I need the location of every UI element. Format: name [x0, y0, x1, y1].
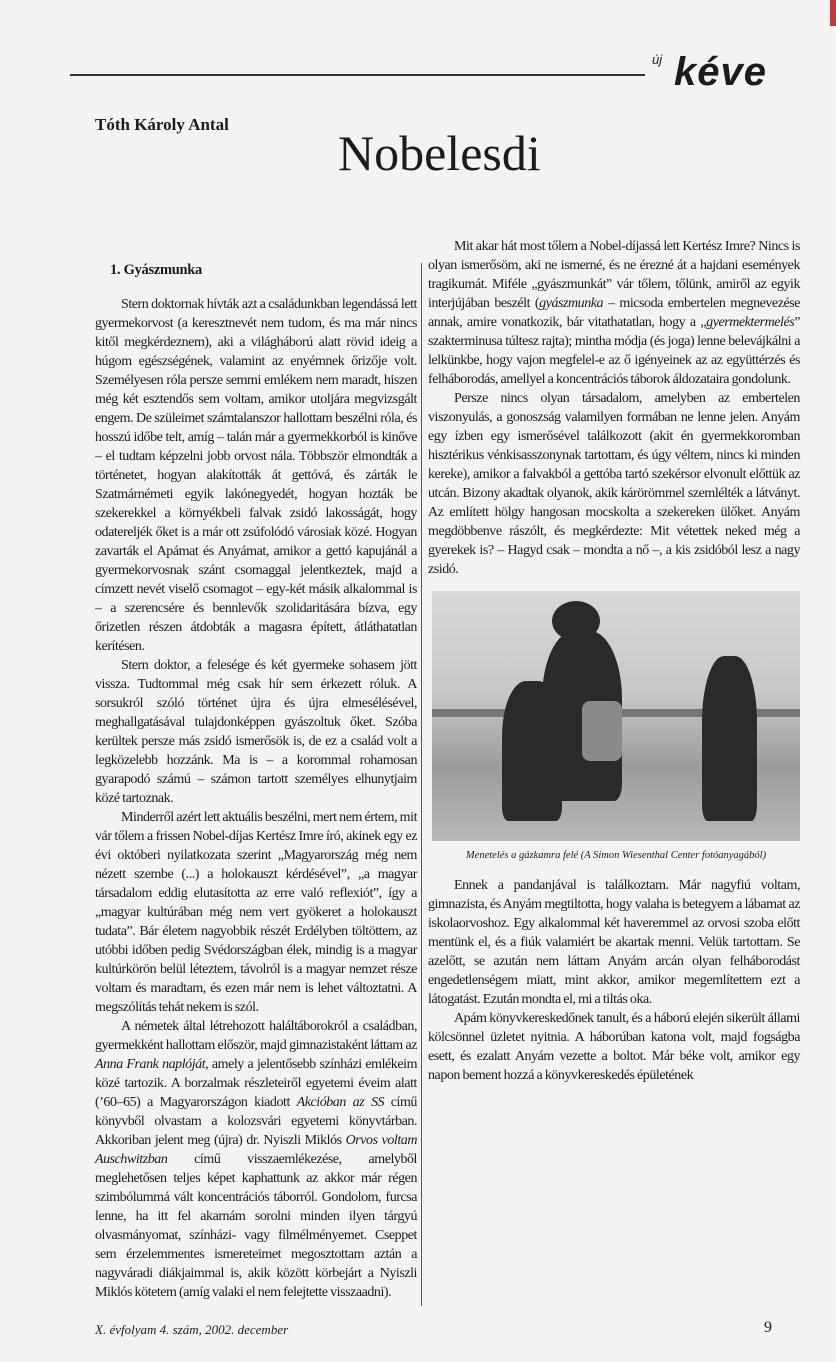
italic-title-text: Akcióban az SS [296, 1095, 385, 1110]
header-rule [70, 74, 645, 76]
article-title: Nobelesdi [338, 125, 541, 181]
paragraph-text: – micsoda embertelen megnevezése annak, amire vonatkozik, bár vitathatatlan, hogy a „ [428, 296, 800, 330]
issue-info: X. évfolyam 4. szám, 2002. december [95, 1322, 289, 1337]
paragraph-text: , amely a jelentősebb színházi emlékeim közé tartozik. A borzalmak részleteiről egyetemi éveim alatt (’60–65) a Magyarországon kiadott [95, 1057, 418, 1110]
paragraph-text: Mit akar hát most tőlem a Nobel-díjassá lett Kertész Imre? Nincs is olyan ismerősöm, aki ne ismerné, és ne érezné át a hajdani események tragikumát. Miféle „gyászmunkát” vár tőlem, tőlünk, amiről az egyik interjújában beszélt ( [428, 239, 800, 311]
right-column-top [428, 237, 800, 579]
photo-bundle [582, 701, 622, 761]
article-author: Tóth Károly Antal [95, 115, 229, 134]
paragraph [428, 237, 800, 389]
magazine-logo [652, 50, 792, 100]
paragraph-text: című könyvből olvastam a kolozsvári egyetemi könyvtárban. Akkoriban jelent meg (újra) dr. Nyiszli Miklós [95, 1095, 417, 1148]
paragraph-text: Stern doktornak hívták azt a családunkban legendássá lett gyermekorvost (a keresztnevét nem tudom, és ma már nincs kitől megkérdeznem), aki a világháború alatt rövid ideig a húgom egészségének, valamint az enyémnek őrizője volt. Személyesen róla persze semmi emlékem nem maradt, hiszen még két esztendős sem voltam, amikor utoljára megvizsgált engem. De szüleimet számtalanszor hallottam beszélni róla, és hosszú időbe telt, amíg – talán már a gyermekkorból is kinőve – el tudtam képzelni jobb orvost nála. Többször elmondták a történetet, hogyan alakították át gettóvá, és zárták le Szatmárnémeti egyik lakónegyedét, hogyan hozták be szekerekkel a környékbeli falvak zsidó lakosságát, hogy odatereljék őket is a már ott zsúfolódó városiak közé. Hogyan zavarták el Apámat és Anyámat, amikor a gettó kapujánál a gyermekorvosnak szánt csomaggal jelentkeztek, majd a címzett nevét viselő csomagot – egy-két másik alkalommal is – a szerencsére és bennlevők szolidaritására bízva, egy őrizetlen részen átdobták a magasra épített, átláthatatlan kerítésen. [95, 297, 417, 654]
column-divider [421, 263, 422, 1306]
italic-title-text: Orvos voltam Auschwitzban [95, 1133, 417, 1167]
paragraph [95, 656, 417, 808]
photo-figure-child [502, 681, 562, 821]
right-column-bottom [428, 876, 800, 1085]
paragraph [95, 808, 417, 1017]
paragraph-text: Ennek a pandanjával is találkoztam. Már nagyfiú voltam, gimnazista, és Anyám megtiltotta, hogy valaha is betegyem a lábamat az iskolaorvoshoz. Egy alkalommal két haveremmel az orvosi szoba előtt mentünk el, és a fiúk valamiért be akartak menni. Velük tartottam. Se azelőtt, se azután nem láttam Anyám arcán olyan felháborodást engedetlenségem miatt, mint akkor, amikor megemlítettem ezt a látogatást. Ezután mondta el, mi a tiltás oka. [428, 878, 800, 1007]
paragraph [428, 876, 800, 1009]
article-photo [432, 591, 800, 841]
italic-title-text: gyermektermelés [706, 315, 795, 330]
logo-main-text: kéve [674, 50, 767, 94]
page-edge-mark [830, 0, 836, 26]
paragraph [428, 1009, 800, 1085]
page-number: 9 [764, 1319, 772, 1336]
paragraph-text: Apám könyvkereskedőnek tanult, és a háború elején sikerült állami kölcsönnel üzletet nyitnia. A háborúban katona volt, majd fogságba esett, és ezalatt Anyám vezette a boltot. Már béke volt, amikor egy napon bement hozzá a könyvkereskedés épületének [428, 1011, 800, 1083]
section-heading: 1. Gyászmunka [110, 262, 202, 278]
photo-caption: Menetelés a gázkamra felé (A Simon Wiesenthal Center fotóanyagából) [465, 850, 767, 861]
paragraph-text: Minderről azért lett aktuális beszélni, mert nem értem, mit vár tőlem a frissen Nobel-díjas Kertész Imre író, akinek egy ez évi októberi nyilatkozata szerint „Magyarország még nem nézett szembe (...) a holokauszt kérdésével”, „a magyar társadalom eddig elutasította az erre való reflexiót”, így a „magyar kultúrában még nem vert gyökeret a holokauszt tudata”. Bár életem nagyobbik részét Erdélyben töltöttem, az utóbbi időben pedig Svédországban élek, mindig is a magyar kultúrkörön belül léteztem, távolról is a magyar nemzet része voltam és maradtam, és ezen már nem is lehet változtatni. A megszólítás tehát nekem is szól. [95, 810, 418, 1015]
paragraph-text: Stern doktor, a felesége és két gyermeke sohasem jött vissza. Tudtommal még csak hír sem érkezett róluk. A sorsukról szóló történet újra és újra elmesélésével, meghallgatásával tulajdonképpen gyászoltuk őket. Szóba kerültek persze más zsidó ismerősök is, de ez a család volt a legközelebb hozzánk. Ma is – a korommal rohamosan gyarapodó számú – számon tartott személyes elhunytjaim közé tartoznak. [95, 658, 417, 806]
paragraph [95, 1017, 417, 1302]
photo-figure-girl [702, 656, 757, 821]
paragraph-text: ” szakterminusa túltesz rajta); mintha módja (és joga) lenne belevájkálni a lelkünkbe, hogy vajon megfelel-e az ő igényeinek az az együttérzés és felháborodás, amellyel a koncentrációs táborok áldozataira gondolunk. [428, 315, 800, 387]
italic-title-text: gyászmunka [539, 296, 604, 311]
logo-small-text: új [652, 52, 663, 67]
paragraph [428, 389, 800, 579]
paragraph-text: A németek által létrehozott haláltáborokról a családban, gyermekként hallottam először, majd gimnazistaként láttam az [95, 1019, 417, 1053]
italic-title-text: Anna Frank naplóját [95, 1057, 206, 1072]
paragraph-text: Persze nincs olyan társadalom, amelyben az embertelen viszonyulás, a gonoszság valamilyen formában ne lenne jelen. Anyám egy ízben egy ismerősével találkozott (akit én gyermekkoromban hisztérikus vénkisasszonynak tartottam, és úgy véltem, nincs ki minden kereke), amikor a falvakból a gettóba tartó szekérsor elvonult előttük az utcán. Bizony akadtak olyanok, akik kárörömmel szemlélték a látványt. Az említett hölgy hangosan mocskolta a szekereken ülőket. Anyám megdöbbenve rászólt, és megkérdezte: Mit vétettek neked még a gyerekek is? – Hagyd csak – mondta a nő –, a kis zsidóból lesz a nagy zsidó. [428, 391, 800, 577]
left-column [95, 295, 417, 1302]
paragraph-text: című visszaemlékezése, amelyből meglehetősen teljes képet kaphattunk az akkor már régen szimbólummá vált koncentrációs táborról. Gondolom, furcsa lenne, ha itt fel akarnám sorolni minden ilyen tárgyú olvasmányomat, színházi- vagy filmélményemet. Cseppet sem érzelemmentes ismereteimet megosztottam aztán a nagyváradi diákjaimmal is, akik között körbejárt a Nyiszli Miklós kötetem (amíg valaki el nem felejtette visszaadni). [95, 1152, 417, 1300]
paragraph [95, 295, 417, 656]
